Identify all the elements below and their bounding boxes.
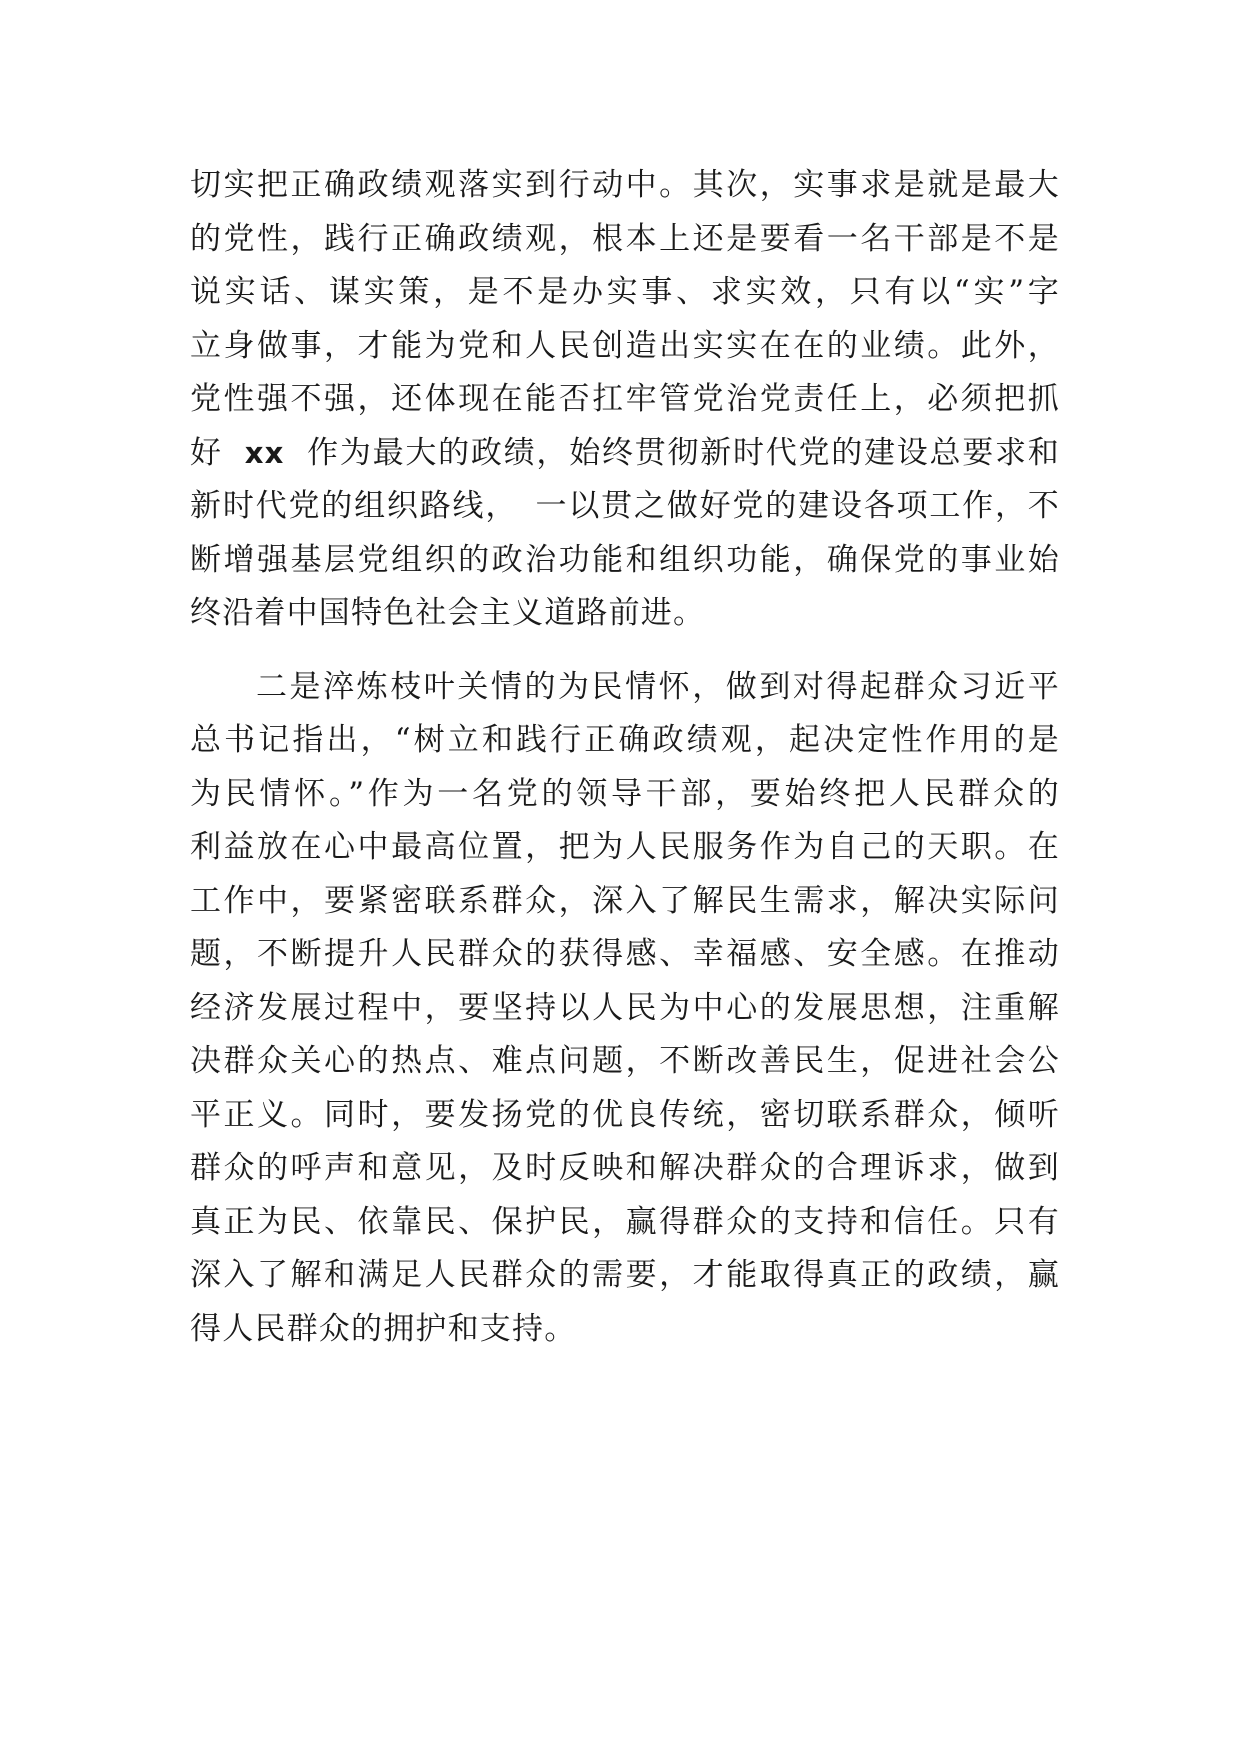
text-line: 深入了解和满足人民群众的需要，才能取得真正的政绩，赢 [190,1257,1060,1293]
paragraph-1 [190,159,1060,641]
text-line: 决群众关心的热点、难点问题，不断改善民生，促进社会公 [190,1043,1060,1079]
paragraph-2 [190,661,1060,1357]
text-line: 新时代党的组织路线， 一以贯之做好党的建设各项工作，不 [190,488,1060,524]
text-line: 群众的呼声和意见，及时反映和解决群众的合理诉求，做到 [190,1150,1060,1186]
body-text [190,159,1060,1356]
text-line: 切实把正确政绩观落实到行动中。其次，实事求是就是最大 [190,167,1060,203]
placeholder-xx: xx [244,435,285,470]
text-line: 真正为民、依靠民、保护民，赢得群众的支持和信任。只有 [190,1203,1060,1240]
text-line: 利益放在心中最高位置，把为人民服务作为自己的天职。在 [190,829,1060,865]
text-line: 断增强基层党组织的政治功能和组织功能，确保党的事业始 [190,541,1060,578]
text-fragment: 作为最大的政绩，始终贯彻新时代党的建设总要求和 [306,434,1060,471]
text-line: 得人民群众的拥护和支持。 [190,1310,577,1347]
text-line: 为民情怀。”作为一名党的领导干部，要始终把人民群众的 [190,775,1060,812]
text-line: 终沿着中国特色社会主义道路前进。 [190,595,706,631]
text-line: 党性强不强，还体现在能否扛牢管党治党责任上，必须把抓 [190,381,1060,417]
text-line: 经济发展过程中，要坚持以人民为中心的发展思想，注重解 [190,989,1060,1026]
text-fragment: 好 [190,434,223,471]
text-line-with-placeholder [190,427,1060,481]
paragraph-gap [190,641,1060,661]
text-line: 平正义。同时，要发扬党的优良传统，密切联系群众，倾听 [190,1096,1060,1133]
text-line: 工作中，要紧密联系群众，深入了解民生需求，解决实际问 [190,882,1060,919]
text-line: 总书记指出，“树立和践行正确政绩观，起决定性作用的是 [190,722,1060,758]
text-line: 题，不断提升人民群众的获得感、幸福感、安全感。在推动 [190,936,1060,972]
text-line: 二是淬炼枝叶关情的为民情怀，做到对得起群众习近平 [256,668,1060,705]
text-line: 的党性，践行正确政绩观，根本上还是要看一名干部是不是 [190,220,1060,257]
text-line: 说实话、谋实策，是不是办实事、求实效，只有以“实”字 [190,274,1060,310]
text-line: 立身做事，才能为党和人民创造出实实在在的业绩。此外， [190,327,1060,364]
